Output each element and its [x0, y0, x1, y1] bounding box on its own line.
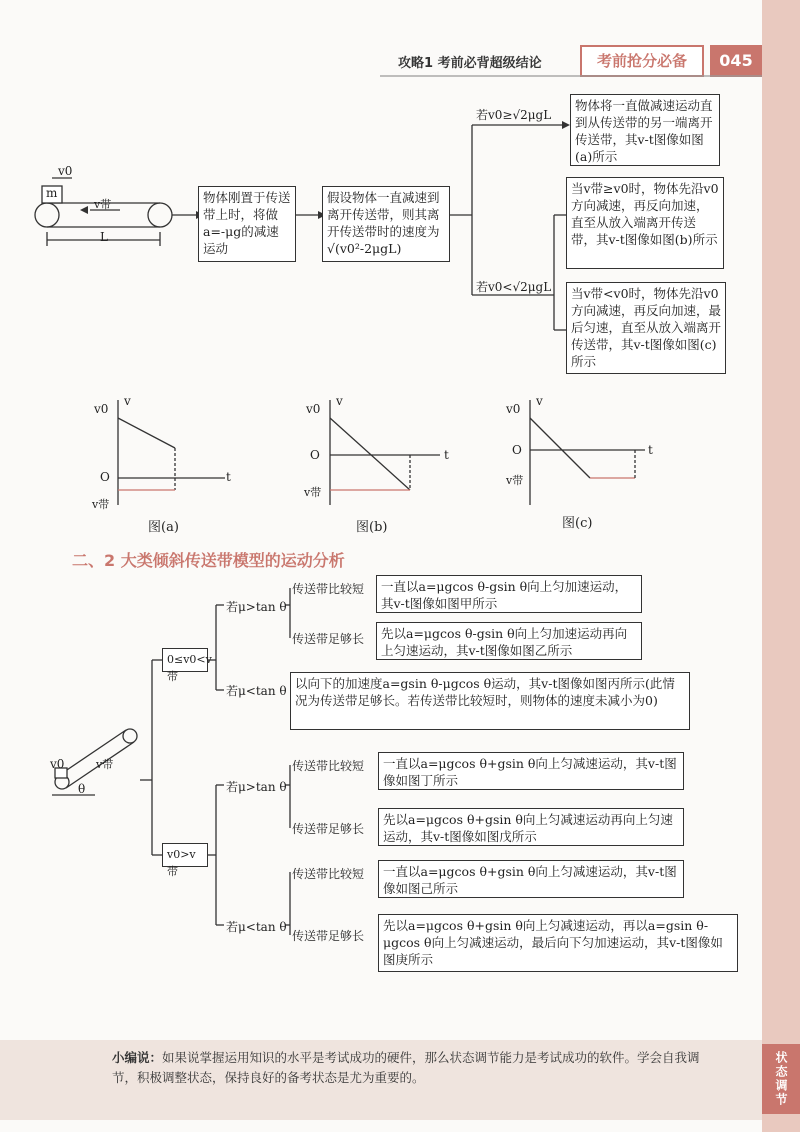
- graph-c: [530, 400, 645, 505]
- section-label: 考前抢分必备: [580, 45, 704, 77]
- result-bing: 以向下的加速度a=gsin θ-μgcos θ运动，其v-t图像如图丙所示(此情况为传送带足够长。若传送带比较短时，则物体的速度未减小为0): [290, 672, 690, 730]
- graph-a-v0: v0: [94, 402, 109, 416]
- incline-diagram: [52, 729, 137, 795]
- pulley-right: [148, 203, 172, 227]
- graph-b-origin: O: [310, 448, 320, 462]
- page-number: 045: [710, 45, 762, 77]
- section-title: 二、2 大类倾斜传送带模型的运动分析: [72, 551, 345, 570]
- mu-greater-1: 若μ>tan θ: [226, 600, 287, 614]
- result-ding: 一直以a=μgcos θ+gsin θ向上匀减速运动，其v-t图像如图丁所示: [378, 752, 684, 790]
- result-jia: 一直以a=μgcos θ-gsin θ向上匀加速运动，其v-t图像如图甲所示: [376, 575, 642, 613]
- tip-label: 小编说：: [112, 1050, 163, 1065]
- belt-short-1: 传送带比较短: [292, 582, 365, 596]
- belt-short-2: 传送带比较短: [292, 759, 365, 773]
- case-slow-start: 0≤v0<v带: [162, 648, 208, 672]
- box-assumption: 假设物体一直减速到离开传送带，则其离开传送带时的速度为√(v0²-2μgL): [322, 186, 450, 262]
- result-yi: 先以a=μgcos θ-gsin θ向上匀加速运动再向上匀速运动，其v-t图像如图乙所示: [376, 622, 642, 660]
- breadcrumb: 攻略1 考前必背超级结论: [398, 56, 542, 71]
- graph-c-v0: v0: [506, 402, 521, 416]
- editor-tip: [112, 1048, 712, 1088]
- graph-a-origin: O: [100, 470, 110, 484]
- belt-long-2: 传送带足够长: [292, 822, 365, 836]
- graph-b-t: t: [444, 448, 449, 462]
- graph-a: [118, 400, 225, 505]
- box-initial-deceleration: 物体刚置于传送带上时，将做a=-μg的减速运动: [198, 186, 296, 262]
- graph-a-t: t: [226, 470, 231, 484]
- mu-greater-2: 若μ>tan θ: [226, 780, 287, 794]
- condition-small-v0: 若v0<√2μgL: [476, 280, 552, 294]
- pulley-left: [35, 203, 59, 227]
- side-tab: 状态调节: [762, 1044, 800, 1114]
- graph-c-caption: 图(c): [562, 516, 593, 531]
- belt-long-3: 传送带足够长: [292, 929, 365, 943]
- belt-long-1: 传送带足够长: [292, 632, 365, 646]
- graph-c-t: t: [648, 443, 653, 457]
- graph-a-v: v: [124, 394, 131, 408]
- graph-b-v: v: [336, 394, 343, 408]
- belt-short-3: 传送带比较短: [292, 867, 365, 881]
- case-fast-start: v0>v带: [162, 843, 208, 867]
- label-L: L: [100, 230, 108, 244]
- graph-c-v: v: [536, 394, 543, 408]
- tip-text: 如果说掌握运用知识的水平是考试成功的硬件，那么状态调节能力是考试成功的软件。学会自我调节，积极调整状态，保持良好的备考状态是尤为重要的。: [112, 1050, 700, 1085]
- result-b: 当v带≥v0时，物体先沿v0方向减速，再反向加速，直至从放入端离开传送带，其v-t图像如图(b)所示: [566, 177, 724, 269]
- graph-a-caption: 图(a): [148, 520, 179, 535]
- mu-less-2: 若μ<tan θ: [226, 920, 287, 934]
- label-v0: v0: [58, 164, 73, 178]
- result-wu: 先以a=μgcos θ+gsin θ向上匀减速运动再向上匀速运动，其v-t图像如图戊所示: [378, 808, 684, 846]
- label-vband: v带: [94, 198, 112, 211]
- graph-a-vband: v带: [92, 498, 110, 511]
- graph-b-caption: 图(b): [356, 520, 388, 535]
- condition-large-v0: 若v0≥√2μgL: [476, 108, 552, 122]
- graph-c-vband: v带: [506, 474, 524, 487]
- graph-b-vband: v带: [304, 486, 322, 499]
- graph-b: [330, 400, 440, 505]
- incline-v0: v0: [50, 757, 65, 771]
- label-m: m: [46, 186, 58, 200]
- result-geng: 先以a=μgcos θ+gsin θ向上匀减速运动，再以a=gsin θ-μgcos θ向上匀减速运动，最后向下匀加速运动，其v-t图像如图庚所示: [378, 914, 738, 972]
- result-ji: 一直以a=μgcos θ+gsin θ向上匀减速运动，其v-t图像如图己所示: [378, 860, 684, 898]
- incline-vband: v带: [96, 758, 114, 771]
- graph-c-origin: O: [512, 443, 522, 457]
- incline-theta: θ: [78, 782, 86, 796]
- result-a: 物体将一直做减速运动直到从传送带的另一端离开传送带，其v-t图像如图(a)所示: [570, 94, 720, 166]
- mu-less-1: 若μ<tan θ: [226, 684, 287, 698]
- result-c: 当v带<v0时，物体先沿v0方向减速，再反向加速，最后匀速，直至从放入端离开传送带，其v-t图像如图(c)所示: [566, 282, 726, 374]
- graph-b-v0: v0: [306, 402, 321, 416]
